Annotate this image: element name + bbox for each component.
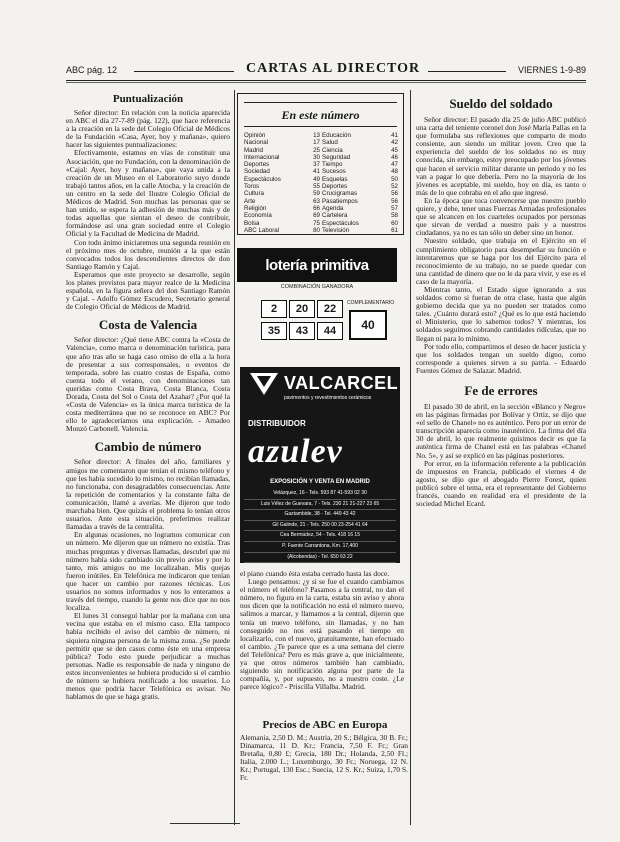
index-entry-page: 41: [391, 132, 398, 139]
header-rule-left: [134, 71, 234, 72]
paragraph: Señor director: El pasado día 25 de julio ABC publicó una carta del teniente coronel don José María Pallas en la que formulaba sus reflexiones que comparto de modo consiente, aun siendo un militar joven. Creo que la experiencia del sueldo de los soldados no es muy conocida, sin embargo, estoy preocupado por los jóvenes que hacen el servicio militar durante un periodo y no les van a pagar lo que debería. Pero no la mayoría de los jóvenes es aceptable, mi sueldo, hoy en día, es tanto o más de lo que cobraba en el año que ingresé.: [416, 115, 586, 197]
paragraph: Esperamos que este proyecto se desarrolle, según los planes previstos para mayor realce de la Medicina española, en la figura señera del don Santiago Ramón y Cajal. - Adolfo Gómez Escudero, Secretario general de Colegio Oficial de Médicos de Madrid.: [66, 269, 230, 312]
index-entry: [244, 190, 320, 197]
index-entry: [244, 212, 320, 219]
ad-address: Gaztambide, 38 - Tel. 449 43 42: [244, 510, 396, 521]
index-entry-page: 61: [391, 226, 398, 234]
index-entry-page: 49: [313, 175, 320, 183]
index-entry: [322, 161, 398, 168]
ad-product-name: azulev: [248, 433, 343, 470]
lottery-number: 43: [289, 322, 315, 340]
index-entry: [244, 161, 320, 168]
headline-puntualizacion: Puntualización: [112, 93, 184, 105]
paragraph: Señor director: En relación con la noticia aparecida en ABC el día 27-7-89 (pág. 122), que hace referencia a la creación en la sede del Colegio Oficial de Médicos de la Fundación «Casa, Ayer, hoy y mañana», quiero hacer las siguientes puntualizaciones:: [66, 108, 230, 150]
index-entry-page: 45: [391, 146, 398, 154]
index-entry-name: Espectáculos: [244, 175, 281, 183]
index-entry-page: 17: [313, 139, 320, 147]
paragraph: Señor director: A finales del año, familiares y amigos me comentaron que tenían el mismo teléfono y que les había sucedido lo mismo, no recibían llamadas, no funcionaba, con desagradables consecuencias. Ante la repetición de comentarios y la constante falta de comunicación, llamé a averías. Me dijeron que todo marchaba bien. Que quizás el problema lo tenían otros usuarios. Ante esta situación, preferimos realizar llamadas a través de la centralita.: [66, 457, 230, 532]
index-entry-name: Bolsa: [244, 219, 260, 227]
prices-text: Alemania, 2,50 D. M.; Austria, 20 S.; Bélgica, 30 B. Fr.; Dinamarca, 11 D. Kr.; Francia, 7,50 F. Fr.; Gran Bretaña, 0,80 £; Grecia, 180 Dr.; Holanda, 2,50 Fl.; Italia, 2.000 L.; Luxemburgo, 30 Fr.; Noruega, 12 N. Kr.; Portugal, 130 Esc.; Suecia, 12 S. Kr.; Suiza, 1,70 S. Fr.: [240, 734, 408, 783]
index-entry-name: Arte: [244, 197, 256, 205]
page-header: [66, 63, 586, 79]
ad-distributor-label: DISTRIBUIDOR: [248, 419, 306, 428]
index-entry-name: Cartelera: [322, 212, 348, 220]
index-entry: [322, 227, 398, 234]
index-entry: [322, 176, 398, 183]
lottery-number: 22: [317, 300, 343, 318]
index-entry: [244, 168, 320, 175]
ad-address: Gil Galinde, 21 - Tels. 250 00 23-254 41 64: [244, 521, 396, 532]
index-entry-page: 63: [313, 197, 320, 205]
header-underline-thin: [66, 82, 586, 83]
valcarcel-logo-icon: [250, 373, 278, 395]
valcarcel-advertisement: [240, 367, 400, 563]
index-entry: [244, 147, 320, 154]
paragraph: Efectivamente, estamos en vías de constituir una Asociación, que no Fundación, con la denominación de «Cajal: Ayer, hoy y mañana», que vaya unida a la creación de un Museo en el Laboratorio suyo donde trabajó tantos años, en la calle Atocha, y la creación de un centro en la sede del Ilustre Colegio Oficial de Médicos de Madrid. Son muchas las personas que se han unido, se espera la adhesión de muchas más y de todas aquellas que sientan el deseo de contribuir, formándose así una gran sociedad entre el Colegio Oficial y la Facultad de Medicina de Madrid.: [66, 148, 230, 239]
paragraph: Con todo ánimo iniciaremos una segunda reunión en el próximo mes de octubre, reunión a la que están convocados todos los descendientes directos de don Santiago Ramón y Cajal.: [66, 237, 230, 271]
index-entry-page: 55: [313, 183, 320, 191]
index-entry: [244, 183, 320, 190]
index-entry-page: 42: [391, 139, 398, 147]
index-entry: [322, 168, 398, 175]
paragraph: El lunes 31 conseguí hablar por la mañana con una vecina que estaba en el mismo caso. Ella tampoco había recibido el aviso del cambio de número, ni siquiera ninguna persona de la misma zona. ¿Se puede permitir que se den casos como éste en una empresa pública? Todo esto puede perjudicar a muchas personas. Nadie es responsable de nada y ninguno de estos inconvenientes se hubiera producido si el cambio de número se hubiera notificado a los usuarios. Lo menos que podría hacer Telefónica es avisar. No hablamos de que se haga gratis.: [66, 611, 230, 702]
index-entry-page: 66: [313, 204, 320, 212]
loteria-logo: lotería primitiva: [237, 248, 397, 282]
index-entry-page: 50: [391, 175, 398, 183]
header-date: VIERNES 1-9-89: [517, 65, 586, 75]
index-entry-page: 56: [391, 197, 398, 205]
right-column: [416, 96, 586, 826]
index-entry-name: Nacional: [244, 139, 269, 147]
column-divider: [234, 90, 235, 825]
index-entry: [244, 220, 320, 227]
index-entry-page: 30: [313, 153, 320, 161]
lottery-number: 35: [261, 322, 287, 340]
headline-costa-de-valencia: Costa de Valencia: [98, 317, 198, 333]
index-entry: [322, 147, 398, 154]
index-entry-name: Sociedad: [244, 168, 270, 176]
paragraph: Por error, en la información referente a la publicación de impuestos en Francia, publicado el viernes 4 de agosto, se dijo que el abogado Pierre Forest, quien publicó sobre el tema, era el representante del Gobierno francés, cuando en realidad era el presidente de la sociedad Michel Ecard.: [416, 458, 586, 509]
paragraph: Mientras tanto, el Estado sigue ignorando a sus soldados como si fueran de otra clase, hasta que algún gobierno decida que ya no pueden ser tratados como tales. ¿Cuánto durará esto? ¿Qué es lo que está haciendo el Ministerio, que lo sabemos todos? Y mientras, los soldados seguimos cobrando cantidades ridículas, que no llegan ni para lo mínimo.: [416, 284, 586, 343]
index-entry: [322, 154, 398, 161]
index-box: [237, 93, 404, 235]
index-entry: [322, 190, 398, 197]
index-entry-name: Ciencia: [322, 146, 343, 154]
index-entry-page: 48: [391, 168, 398, 176]
lottery-number: 20: [289, 300, 315, 318]
index-entry: [244, 198, 320, 205]
index-entry-name: Espectáculos: [322, 219, 359, 227]
index-entry-name: Agenda: [322, 204, 344, 212]
paragraph: En la época que toca convencerse que nuestro pueblo quiere, y debe, tener unas Fuerzas Armadas profesionales que se alcancen en los cuarteles ocupados por personas que sirvan de verdad a nuestro país y a nuestros ciudadanos, ya no es tan sólo un deber sino un honor.: [416, 195, 586, 238]
lottery-number: 44: [317, 322, 343, 340]
ad-address: (Alcobendas) - Tel. 650 63 22: [244, 553, 396, 563]
header-underline: [66, 80, 586, 81]
index-entry-page: 47: [391, 161, 398, 169]
index-entry-page: 41: [313, 168, 320, 176]
complementario-label: COMPLEMENTARIO: [347, 300, 395, 306]
complementario-number: 40: [349, 310, 387, 340]
paragraph: el piano cuando ésta estaba cerrado hasta las doce.: [240, 570, 390, 578]
index-entry-page: 75: [313, 219, 320, 227]
index-entry-name: Tiempo: [322, 161, 343, 169]
index-entry-name: Televisión: [322, 226, 350, 234]
index-entry: [322, 183, 398, 190]
paragraph: Por todo ello, compartimos el deseo de hacer justicia y que los soldados tengan un sueldo digno, como corresponde a quienes sirven a su patria. - Eduardo Fuentes Gómez de Salazar. Madrid.: [416, 341, 586, 375]
paragraph: En algunas ocasiones, no logramos comunicar con un número. Me dijeron que un número no existía. Tras muchas preguntas y diversas llamadas, descubrí que mi número había sido cambiado sin previo aviso y por lo tanto, mis amigos no me localizaban. Mis quejas fueron inútiles. En Telefónica me indicaron que tenían que hacer un cambio por razones técnicas. Los usuarios no somos informados y nos lo enteramos a través del tiempo, cuando la gente nos dice que no nos localiza.: [66, 530, 230, 613]
index-entry: [244, 176, 320, 183]
index-entry: [322, 205, 398, 212]
paragraph: El pasado 30 de abril, en la sección «Blanco y Negro» en las páginas firmadas por Bolívar y Ortiz, se dijo que «el sello de Chanel» no es auténtico. Pero por un error de transcripción aparecía como inauténtico. La firma del día 30 de abril, lo que realmente quisimos decir es que la auténtica firma de Chanel está en las palabras «Chanel No. 5», y así se explicó en las páginas posteriores.: [416, 402, 586, 460]
index-entry-name: Religión: [244, 204, 267, 212]
prices-text-box: [240, 734, 408, 798]
index-entry-page: 69: [313, 212, 320, 220]
ad-address: P. Fuente Carrantona, Km. 17,400: [244, 542, 396, 553]
index-entry-name: Sucesos: [322, 168, 346, 176]
left-column: [66, 92, 230, 827]
column-divider: [410, 90, 411, 825]
index-entry-name: Economía: [244, 212, 272, 220]
index-entry-name: Opinión: [244, 132, 266, 139]
index-right-list: [322, 132, 398, 234]
ad-brand: VALCARCEL: [284, 373, 399, 393]
index-entry-page: 56: [391, 190, 398, 198]
paragraph: Luego pensamos: ¿y si se fue el cuando cambiamos el número el teléfono? Pasamos a la central, no dan el número, no figura en la carta, estaba sin aviso y ahora nos dicen que la notificación no está el número nuevo, salimos a marcar, y llamamos a la central, dijeron que tenía un nuevo teléfono, sin llamadas, y no han conseguido no nos está pasando el tiempo en localizarlo, con el nuevo, gratuitamente, han efectuado el cambio. ¿Te parece que es a una semana del cierre del Telefónica? Pero es más grave a, que inicialmente, ya que otros números también han cambiado, siguiendo sin notificación alguna por parte de la compañía, y, por supuesto, no a nuestro coste. ¿Le parece lógico? - Priscilla Villalba. Madrid.: [240, 577, 404, 692]
index-entry-name: Toros: [244, 183, 260, 191]
index-entry-name: Esquelas: [322, 175, 348, 183]
index-entry-name: ABC Laboral: [244, 226, 280, 234]
center-column-text: [240, 570, 404, 714]
lottery-number: 2: [261, 300, 287, 318]
index-title: En este número: [281, 108, 360, 122]
index-entry-name: Deportes: [322, 183, 348, 191]
ad-address-list: [244, 489, 396, 563]
index-entry-page: 13: [313, 132, 320, 139]
index-left-list: [244, 132, 320, 234]
index-entry-name: Salud: [322, 139, 338, 147]
index-entry-page: 80: [313, 226, 320, 234]
index-entry-page: 60: [391, 219, 398, 227]
index-entry-name: Internacional: [244, 153, 280, 161]
index-entry: [322, 212, 398, 219]
paragraph: Señor director: ¿Qué tiene ABC contra la «Costa de Valencia», como marca o denominación turística, para que año tras año se haga caso omiso de ella a la hora de presentar a sus corresponsales, o eventos de temporada, sobre las cuatro costas de España, como cuenta todo el verano, con denominaciones tan queridas como Costa Brava, Costa Blanca, Costa Dorada, Costa del Sol o Costa del Azahar? ¿Por qué la «Costa de Valencia» es la única marca turística de la costa mediterránea que no se reconoce en ABC? Por ello le agradeceríamos una explicación. - Amadeo Monzó Carbonell. Valencia.: [66, 335, 230, 434]
index-entry-page: 57: [391, 204, 398, 212]
loteria-primitiva-box: [237, 248, 397, 360]
index-entry-name: Madrid: [244, 146, 263, 154]
headline-sueldo-del-soldado: Sueldo del soldado: [449, 96, 553, 111]
ad-exhibition-label: EXPOSICIÓN Y VENTA EN MADRID: [270, 479, 370, 485]
index-entry: [244, 205, 320, 212]
ad-address: Velázquez, 16 - Tels. 593 87 41-593 02 30: [244, 489, 396, 500]
index-entry-name: Pasatiempos: [322, 197, 358, 205]
index-entry-name: Deportes: [244, 161, 270, 169]
loteria-subtitle: COMBINACIÓN GANADORA: [280, 284, 354, 290]
index-rule-bottom: [244, 126, 397, 127]
headline-fe-de-errores: Fe de errores: [464, 383, 538, 398]
index-entry: [322, 132, 398, 139]
index-entry-name: Educación: [322, 132, 351, 139]
header-page-label: ABC pág. 12: [66, 65, 118, 75]
index-entry-name: Cultura: [244, 190, 264, 198]
section-title: CARTAS AL DIRECTOR: [246, 61, 421, 76]
prices-title: Precios de ABC en Europa: [262, 719, 388, 731]
index-entry-page: 59: [313, 190, 320, 198]
ad-address: Luis Vélez de Guevara, 7 - Tels. 230 21 21-227 23 65: [244, 500, 396, 511]
bottom-rule: [170, 823, 240, 824]
index-entry: [244, 154, 320, 161]
index-rule-top: [244, 102, 397, 103]
index-entry: [244, 227, 320, 234]
index-entry: [244, 139, 320, 146]
index-entry: [244, 132, 320, 139]
paragraph: Nuestro soldado, que trabaja en el Ejército en el cumplimiento obligatorio para desempeñar su función e intentaremos que se haga por los del Ejército para el reconocimiento de su trabajo, no se puede quedar con una cantidad de dinero que no le da para vivir, y ese es el caso de la mayoría.: [416, 236, 586, 286]
index-entry-page: 46: [391, 153, 398, 161]
index-entry: [322, 139, 398, 146]
ad-tagline: pavimentos y revestimientos cerámicos: [284, 395, 372, 401]
headline-cambio-de-numero: Cambio de número: [94, 439, 202, 455]
index-entry-page: 37: [313, 161, 320, 169]
header-rule-right: [428, 71, 506, 72]
index-entry-page: 25: [313, 146, 320, 154]
index-entry: [322, 220, 398, 227]
index-entry-page: 52: [391, 183, 398, 191]
index-entry-name: Seguridad: [322, 153, 351, 161]
index-entry: [322, 198, 398, 205]
index-entry-page: 58: [391, 212, 398, 220]
index-entry-name: Crucigramas: [322, 190, 358, 198]
ad-address: Cea Bermúdez, 54 - Tels. 418 16 15: [244, 531, 396, 542]
